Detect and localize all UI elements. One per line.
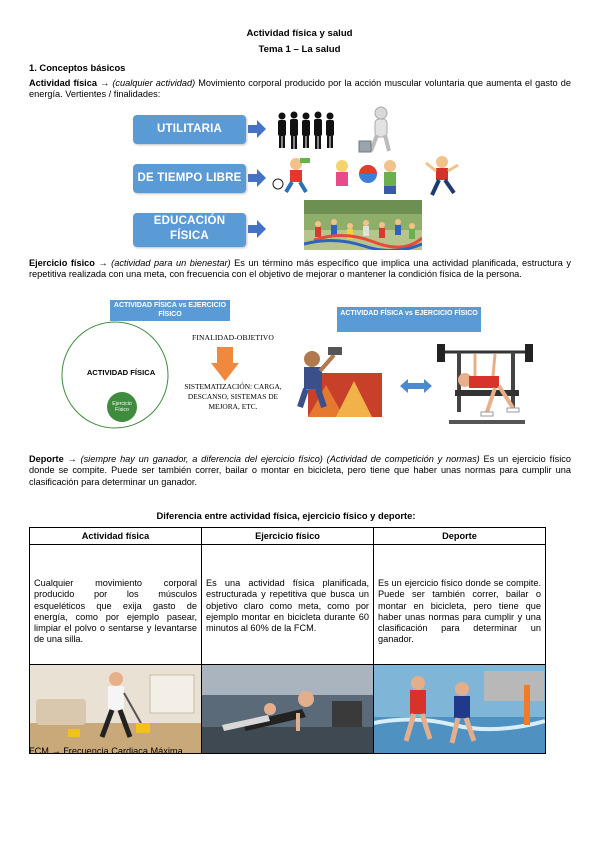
arrow-glyph: → [98, 258, 108, 268]
physical-education-class-photo [304, 200, 422, 250]
table-cell-photo [374, 665, 546, 754]
document-subtitle: Tema 1 – La salud [258, 44, 341, 55]
bench-press-image [435, 342, 535, 432]
pill-educacion-fisica-label: EDUCACIÓN FÍSICA [153, 215, 226, 242]
table-cell: Es una actividad física planificada, estructurada y repetitiva que busca un objetivo claro como meta, como por ejemplo montar en bicicleta durante 60 minutos al 60% de la FCM. [202, 545, 374, 665]
ejercicio-fisico-term: Ejercicio físico [29, 258, 95, 268]
triathlon-race-photo [374, 665, 545, 753]
comparison-heading: Diferencia entre actividad física, ejercicio físico y deporte: [156, 510, 416, 521]
banner-af-vs-ef-left: ACTIVIDAD FÍSICA vs EJERCICIO FÍSICO [110, 300, 230, 321]
actividad-fisica-text: Movimiento corporal producido por la acción muscular voluntaria que aumenta el gasto de energía. Vertientes / finalidades: [29, 78, 571, 100]
kids-playing-soccer-image [270, 156, 314, 196]
column-header: Deporte [374, 528, 546, 545]
kids-playing-ball-image [332, 158, 404, 196]
pill-utilitaria: UTILITARIA [133, 115, 246, 144]
arrow-glyph: → [100, 78, 110, 88]
comparison-table [29, 527, 546, 754]
column-header: Ejercicio físico [202, 528, 374, 545]
table-cell-photo [202, 665, 374, 754]
deporte-text: Es un ejercicio físico donde se compite. Puede ser también correr, bailar o montar en bicicleta, pero tiene que haber unas normas para cumplir una clasificación para determinar un ganador. [29, 454, 572, 487]
down-arrow-icon [211, 347, 239, 381]
arrow-glyph: → [67, 454, 77, 464]
ejercicio-fisico-text: Es un término más específico que implica una actividad planificada, estructura y repetitiva realizada con una meta, con frecuencia con el objetivo de mejorar o mantener la condición física de la persona. [29, 258, 571, 280]
deporte-term: Deporte [29, 454, 64, 464]
right-arrow-icon [248, 220, 266, 238]
actividad-fisica-paragraph [29, 78, 571, 101]
circle-label-actividad-fisica: ACTIVIDAD FÍSICA [86, 368, 156, 377]
table-cell: Cualquier movimiento corporal producido por los músculos esqueléticos que exija gasto de energía, como por ejemplo pasear, limpiar el polvo o sentarse y levantarse de una silla. [30, 545, 202, 665]
businessmen-silhouettes-image [276, 110, 338, 150]
section-heading: 1. Conceptos básicos [29, 62, 126, 73]
table-row [30, 545, 546, 665]
table-photo-row [30, 665, 546, 754]
sistematizacion-label: SISTEMATIZACIÓN: CARGA, DESCANSO, SISTEMAS DE MEJORA, ETC. [184, 382, 282, 411]
finalidad-objetivo-label: FINALIDAD-OBJETIVO [192, 333, 274, 342]
right-arrow-icon [248, 169, 266, 187]
worker-hammering-image [286, 345, 382, 417]
child-jumping-image [422, 155, 462, 199]
table-cell-photo [30, 665, 202, 754]
housework-cleaning-photo [30, 665, 201, 753]
person-with-bucket-image [355, 105, 401, 155]
double-arrow-icon [400, 379, 432, 393]
pill-tiempo-libre: DE TIEMPO LIBRE [133, 164, 246, 193]
deporte-paragraph [29, 454, 571, 488]
deporte-note: (siempre hay un ganador, a diferencia del ejercicio físico) (Actividad de competición y normas) [80, 454, 480, 464]
document-title: Actividad física y salud [246, 28, 353, 39]
actividad-fisica-note: (cualquier actividad) [112, 78, 196, 88]
ejercicio-fisico-note: (actividad para un bienestar) [111, 258, 231, 268]
banner-af-vs-ef-right: ACTIVIDAD FÍSICA vs EJERCICIO FÍSICO [337, 307, 481, 332]
table-header-row [30, 528, 546, 545]
pill-educacion-fisica [133, 213, 246, 247]
table-cell: Es un ejercicio físico donde se compite. Puede ser también correr, bailar o montar en bicicleta, pero tiene que haber unas normas para cumplir y una clasificación para determinar un ganador. [374, 545, 546, 665]
column-header: Actividad física [30, 528, 202, 545]
ejercicio-fisico-paragraph [29, 258, 571, 281]
actividad-fisica-term: Actividad física [29, 78, 97, 88]
footnote: FCM → Frecuencia Cardiaca Máxima [29, 746, 183, 756]
right-arrow-icon [248, 120, 266, 138]
gym-pushups-photo [202, 665, 373, 753]
circle-label-ejercicio-fisico: Ejercicio Físico [112, 401, 132, 413]
